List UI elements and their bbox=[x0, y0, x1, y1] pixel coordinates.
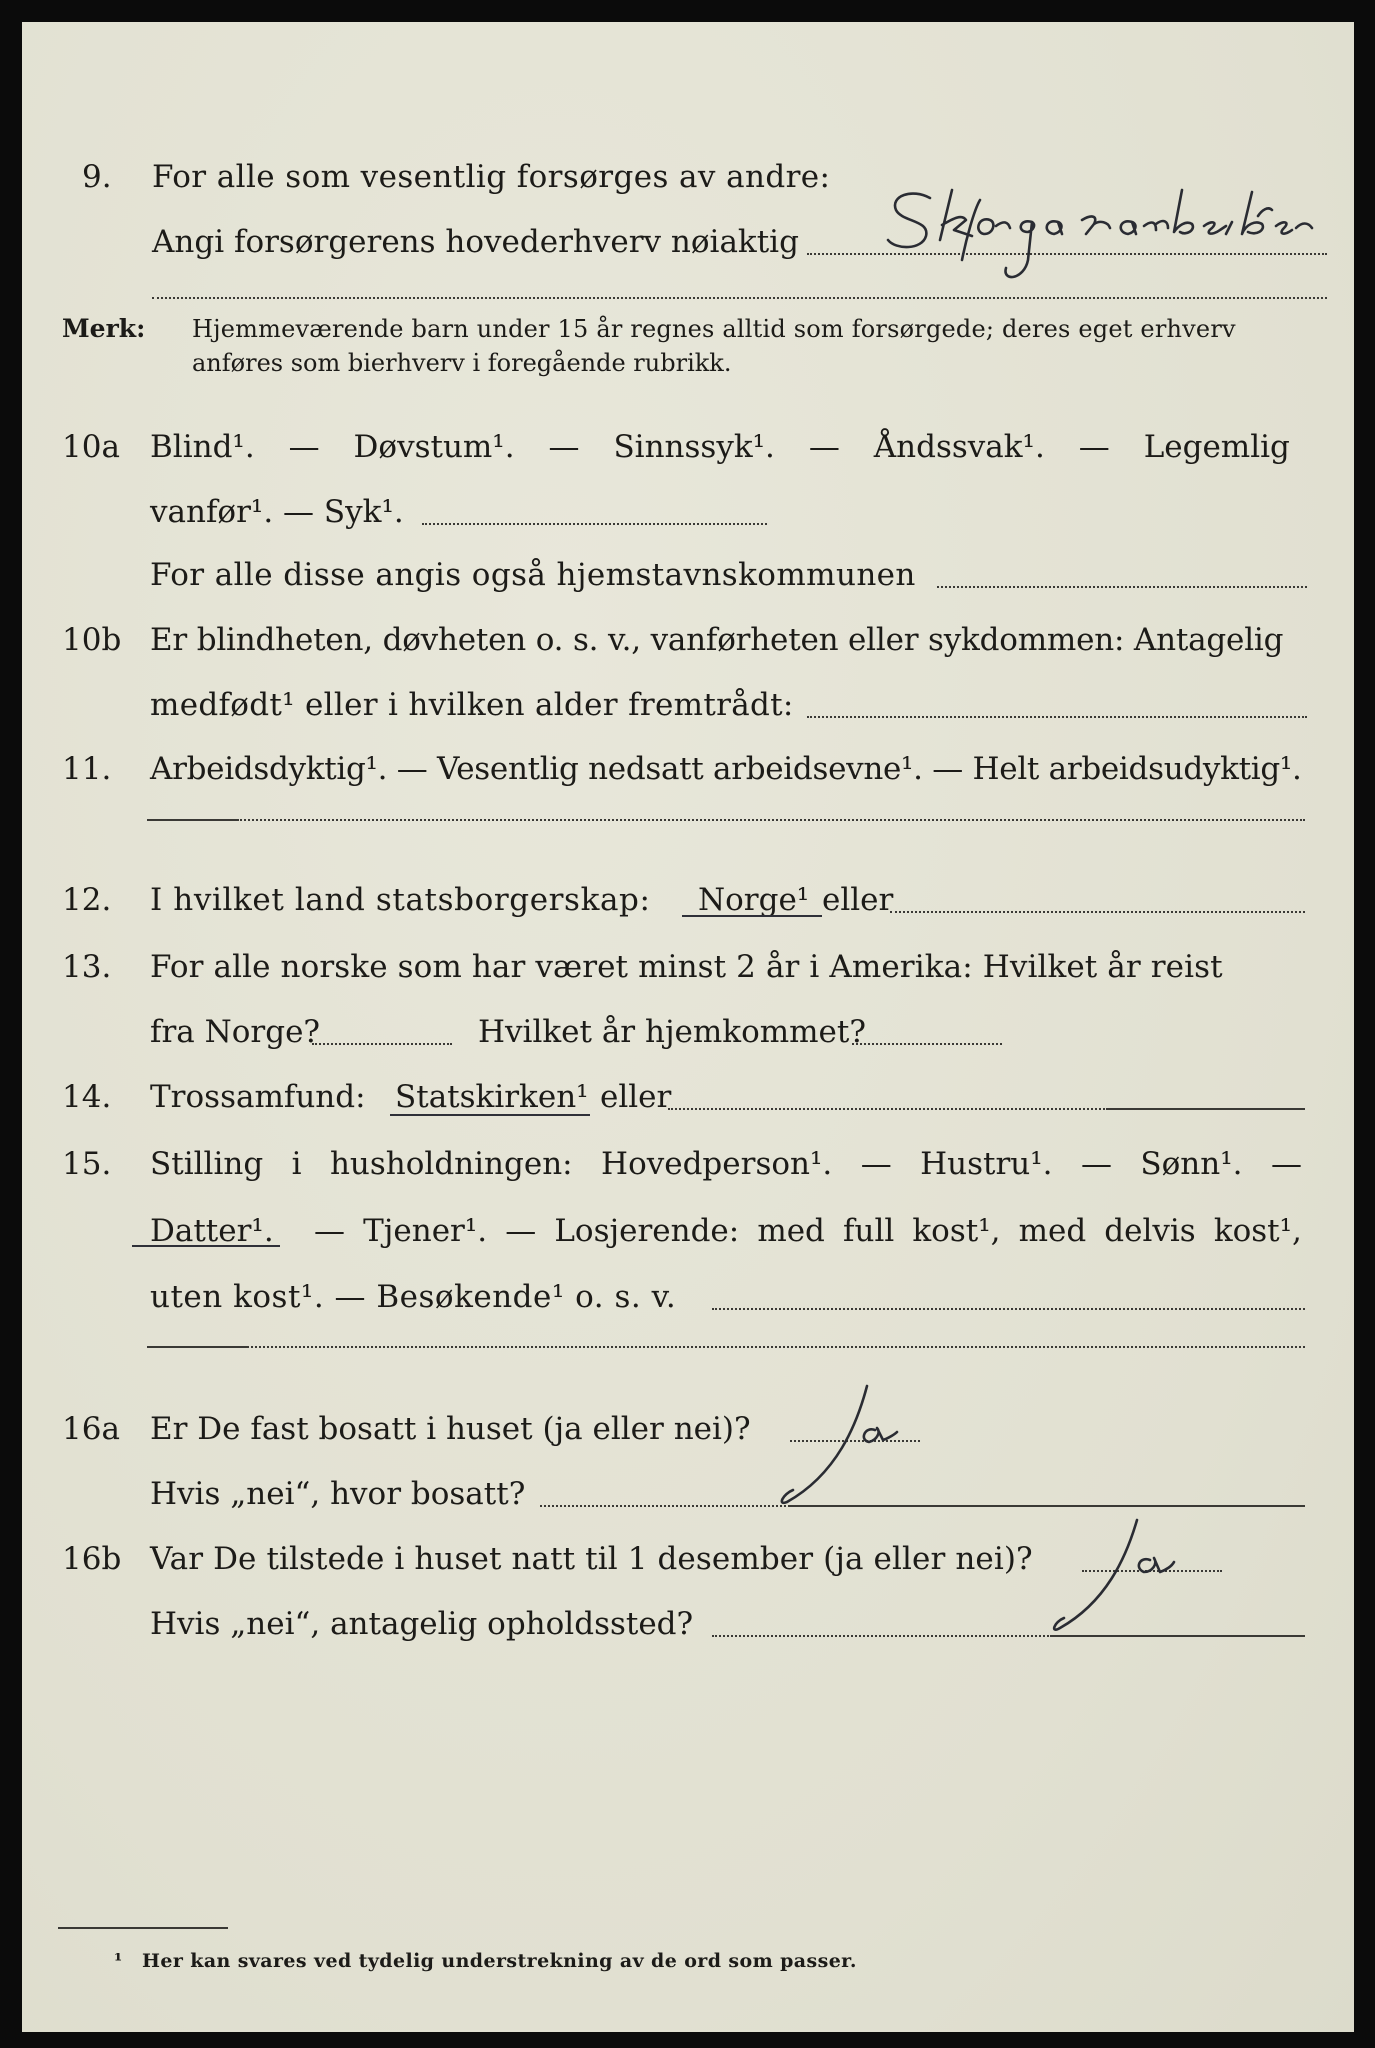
question-number: 16a bbox=[62, 1411, 120, 1447]
answer-line bbox=[790, 1505, 1305, 1507]
answer-line bbox=[712, 1308, 1305, 1310]
question-text: uten kost¹. — Besøkende¹ o. s. v. bbox=[150, 1279, 677, 1315]
answer-line bbox=[1052, 1635, 1305, 1637]
option-legemlig: Legemlig bbox=[1143, 429, 1290, 465]
option-blind: Blind¹. bbox=[150, 429, 255, 465]
question-10a-line-1 bbox=[22, 422, 1354, 472]
question-text: Var De tilstede i huset natt til 1 desember (ja eller nei)? bbox=[150, 1541, 1033, 1577]
word: med bbox=[757, 1213, 825, 1249]
census-form-page bbox=[22, 22, 1354, 2032]
option-andssvak: Åndssvak¹. bbox=[873, 429, 1045, 465]
handwritten-underline bbox=[132, 1245, 280, 1247]
answer-line bbox=[152, 297, 1327, 299]
question-text: Er De fast bosatt i huset (ja eller nei)? bbox=[150, 1411, 751, 1447]
option-hovedperson: Hovedperson¹. bbox=[601, 1146, 833, 1182]
option-hustru: Hustru¹. bbox=[920, 1146, 1053, 1182]
question-13-line-2 bbox=[22, 1007, 1354, 1057]
question-15-line-2 bbox=[22, 1206, 1354, 1256]
question-14 bbox=[22, 1072, 1354, 1122]
question-text: Hvis „nei“, hvor bosatt? bbox=[150, 1476, 526, 1512]
question-text: For alle norske som har været minst 2 år i Amerika: Hvilket år reist bbox=[150, 949, 1223, 985]
selected-option-datter: Datter¹. bbox=[150, 1213, 274, 1249]
handwritten-underline bbox=[390, 1114, 590, 1116]
answer-line bbox=[1108, 1108, 1305, 1110]
question-text bbox=[150, 422, 1290, 472]
question-text: For alle som vesentlig forsørges av andre: bbox=[152, 159, 831, 195]
note-label: Merk: bbox=[62, 314, 146, 343]
question-16a-line-1 bbox=[22, 1404, 1354, 1454]
question-10b-line-1 bbox=[22, 615, 1354, 665]
dash: — bbox=[548, 429, 580, 465]
question-number: 13. bbox=[62, 949, 112, 985]
question-text: Arbeidsdyktig¹. — Vesentlig nedsatt arbeidsevne¹. — Helt arbeidsudyktig¹. bbox=[150, 751, 1302, 787]
word: Stilling bbox=[150, 1146, 264, 1182]
dash: — bbox=[1270, 1146, 1302, 1182]
question-text: Trossamfund: bbox=[150, 1079, 366, 1115]
dash: — bbox=[1080, 1146, 1112, 1182]
handwritten-underline bbox=[682, 915, 822, 917]
option-sonn: Sønn¹. bbox=[1140, 1146, 1243, 1182]
answer-line bbox=[540, 1505, 790, 1507]
word: full bbox=[843, 1213, 895, 1249]
footnote-text: Her kan svares ved tydelig understrekning av de ord som passer. bbox=[142, 1950, 857, 1972]
answer-line bbox=[247, 1346, 1305, 1348]
question-text: Er blindheten, døvheten o. s. v., vanførheten eller sykdommen: Antagelig bbox=[150, 622, 1284, 658]
word: kost¹, bbox=[1213, 1213, 1302, 1249]
question-text: vanfør¹. — Syk¹. bbox=[150, 494, 404, 530]
answer-line bbox=[852, 1043, 1002, 1045]
dash: — bbox=[314, 1213, 345, 1249]
dash: — bbox=[1078, 429, 1110, 465]
question-13-line-1 bbox=[22, 942, 1354, 992]
question-text bbox=[314, 1206, 1302, 1256]
answer-line bbox=[668, 1108, 1108, 1110]
question-text: fra Norge? bbox=[150, 1014, 321, 1050]
option-sinnssyk: Sinnssyk¹. bbox=[613, 429, 775, 465]
answer-line bbox=[890, 911, 1305, 913]
question-text: medfødt¹ eller i hvilken alder fremtrådt: bbox=[150, 687, 794, 723]
option-tjener: Tjener¹. bbox=[363, 1213, 488, 1249]
question-number: 10b bbox=[62, 622, 122, 658]
word: kost¹, bbox=[912, 1213, 1001, 1249]
answer-line bbox=[712, 1635, 1052, 1637]
question-text: Hvis „nei“, antagelig opholdssted? bbox=[150, 1606, 694, 1642]
answer-line bbox=[312, 1043, 452, 1045]
answer-line bbox=[147, 819, 237, 821]
question-number: 16b bbox=[62, 1541, 122, 1577]
selected-option-statskirken: Statskirken¹ bbox=[395, 1079, 589, 1115]
answer-line bbox=[937, 586, 1307, 588]
word: delvis bbox=[1104, 1213, 1196, 1249]
question-16b-line-2 bbox=[22, 1599, 1354, 1649]
question-number: 12. bbox=[62, 882, 112, 918]
question-12 bbox=[22, 875, 1354, 925]
question-number: 14. bbox=[62, 1079, 112, 1115]
question-11-line-1 bbox=[22, 744, 1354, 794]
question-10b-line-2 bbox=[22, 680, 1354, 730]
word: med bbox=[1018, 1213, 1087, 1249]
note-text: anføres som bierhverv i foregående rubrikk. bbox=[192, 349, 732, 377]
dash: — bbox=[288, 429, 320, 465]
question-text: For alle disse angis også hjemstavnskommunen bbox=[150, 557, 916, 593]
word: i bbox=[291, 1146, 302, 1182]
question-10a-line-3 bbox=[22, 550, 1354, 600]
question-text bbox=[150, 1139, 1302, 1189]
question-number: 9. bbox=[82, 159, 112, 195]
question-number: 10a bbox=[62, 429, 120, 465]
question-number: 11. bbox=[62, 751, 112, 787]
question-text: Hvilket år hjemkommet? bbox=[478, 1014, 866, 1050]
answer-line bbox=[147, 1346, 247, 1348]
answer-line bbox=[237, 819, 1305, 821]
question-text: eller bbox=[822, 882, 894, 918]
handwritten-answer-skogsarbeider bbox=[882, 170, 1322, 290]
selected-option-norge: Norge¹ bbox=[698, 882, 810, 918]
footnote-separator bbox=[58, 1927, 228, 1929]
question-10a-line-2 bbox=[22, 487, 1354, 537]
answer-line bbox=[422, 523, 767, 525]
question-15-line-1 bbox=[22, 1139, 1354, 1189]
question-number: 15. bbox=[62, 1146, 112, 1182]
footnote-marker: ¹ bbox=[114, 1950, 123, 1972]
question-15-line-3 bbox=[22, 1272, 1354, 1322]
option-dovstum: Døvstum¹. bbox=[353, 429, 515, 465]
question-text: eller bbox=[600, 1079, 672, 1115]
word: Losjerende: bbox=[554, 1213, 740, 1249]
answer-line bbox=[807, 716, 1307, 718]
dash: — bbox=[860, 1146, 892, 1182]
dash: — bbox=[808, 429, 840, 465]
note-text: Hjemmeværende barn under 15 år regnes alltid som forsørgede; deres eget erhverv bbox=[192, 315, 1236, 343]
question-text: Angi forsørgerens hovederhverv nøiaktig bbox=[152, 224, 799, 260]
question-text: I hvilket land statsborgerskap: bbox=[150, 882, 651, 918]
dash: — bbox=[505, 1213, 537, 1249]
word: husholdningen: bbox=[329, 1146, 573, 1182]
